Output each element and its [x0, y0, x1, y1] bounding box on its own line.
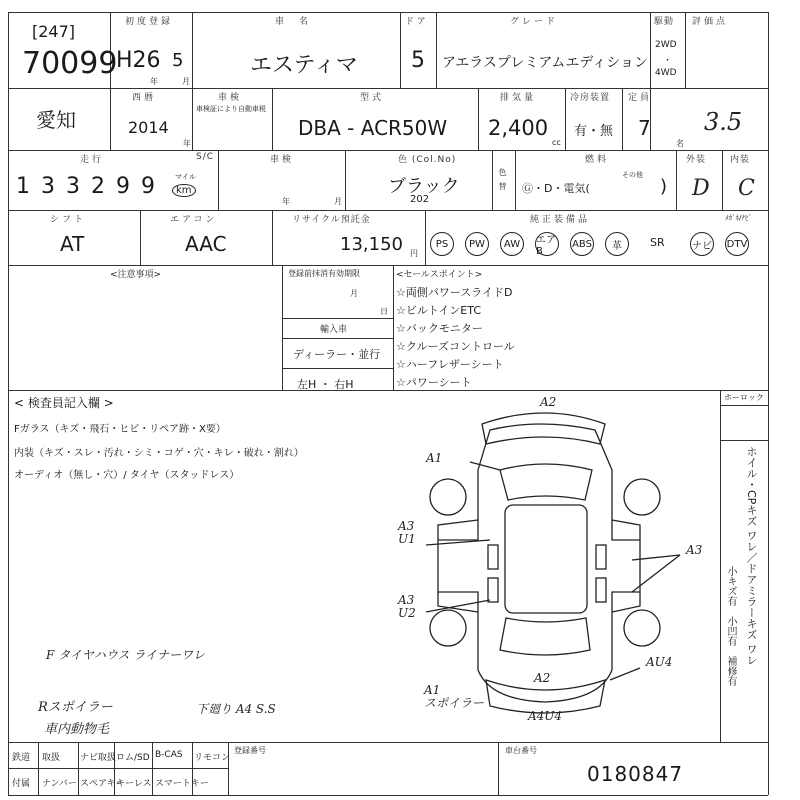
- side-sub: 小キズ有 小凹有 補修有: [725, 566, 736, 686]
- origin: 愛知: [36, 108, 76, 132]
- equipment-item: AW: [500, 232, 524, 256]
- color-change: 色替: [498, 168, 507, 196]
- damage-mark: A3: [686, 543, 703, 557]
- fuel-header: 燃料: [585, 155, 610, 165]
- interior-header: 内装: [730, 155, 751, 165]
- score-value: 3.5: [704, 108, 743, 136]
- damage-mark: A2: [540, 395, 557, 409]
- fuel-other: その他: [622, 171, 643, 179]
- capacity-unit: 名: [676, 139, 684, 148]
- reg-month-mark: 月: [350, 289, 358, 298]
- grade-header: グレード: [510, 17, 559, 27]
- lot-label: [247]: [32, 22, 76, 41]
- damage-mark: A4U4: [528, 709, 563, 723]
- drive-dot: ・: [663, 56, 673, 66]
- equipment-item: PW: [465, 232, 489, 256]
- chassis-header: 車台番号: [505, 746, 537, 755]
- recycle-yen: 円: [410, 249, 418, 258]
- equipment-item: SR: [650, 236, 665, 249]
- damage-mark: A2: [534, 671, 551, 685]
- equipment-item: ナビ: [690, 232, 714, 256]
- note-spoiler: Rスポイラー: [38, 700, 113, 715]
- reg-year-mark: 年: [150, 77, 158, 86]
- exterior-grade: D: [692, 176, 710, 201]
- fuel-close: ): [660, 176, 668, 197]
- rust-header: ホーロック: [724, 393, 764, 402]
- model-year-header: 西暦: [132, 93, 157, 103]
- interior-line: 内装（キズ・スレ・汚れ・シミ・コゲ・穴・キレ・破れ・割れ）: [14, 448, 304, 459]
- lot-number: 70099: [22, 46, 118, 81]
- bottom-label: ロム/SD: [116, 753, 150, 763]
- mileage-unit-mile: マイル: [175, 173, 196, 181]
- shift-value: AT: [60, 232, 85, 256]
- inspection-note: 車検証により自動車税: [196, 105, 266, 113]
- nav-code: ﾒｶﾞﾈ/ﾅﾋﾞ: [725, 214, 752, 222]
- damage-mark: AU4: [646, 655, 673, 669]
- recycle-header: リサイクル預託金: [292, 215, 371, 225]
- audio-line: オーディオ（無し・穴）/ タイヤ（スタッドレス）: [14, 470, 240, 481]
- equipment-item: PS: [430, 232, 454, 256]
- selling-point: ☆ビルトインETC: [396, 304, 482, 317]
- model-year-suffix: 年: [183, 139, 191, 148]
- equipment-item: 革: [605, 232, 629, 256]
- note-tire-house: F タイヤハウス ライナーワレ: [46, 648, 205, 662]
- doors-header: ドア: [405, 17, 429, 27]
- equipment-item: エアB: [535, 232, 559, 256]
- equipment-header: 純正装備品: [530, 215, 591, 225]
- inspection-header: 車検: [218, 93, 243, 103]
- selling-point: ☆パワーシート: [396, 376, 472, 389]
- mileage-sc: S/C: [196, 152, 215, 162]
- color-code: 202: [410, 194, 430, 205]
- note-underbody: 下廻り A4 S.S: [196, 702, 276, 716]
- aircon-value: AAC: [185, 232, 227, 256]
- drive-2wd: 2WD: [655, 40, 677, 50]
- doors-value: 5: [411, 48, 425, 73]
- reg-month-mark: 月: [182, 77, 190, 86]
- model-header: 車 名: [275, 17, 312, 27]
- bottom-label: リモコン: [194, 753, 231, 763]
- damage-mark: A1 スポイラー: [424, 683, 485, 710]
- inspector-title: < 検査員記入欄 >: [14, 396, 114, 410]
- bottom-label: スペアキー: [80, 779, 125, 789]
- selling-header: <セールスポイント>: [396, 270, 483, 280]
- damage-mark: A1: [426, 451, 443, 465]
- bottom-label: ナンバー: [42, 779, 77, 789]
- side-text: ホイル・CPキズ ワレ／ドアミラーキズ ワレ: [745, 446, 758, 666]
- reg-expiry-header: 登録前抹消有効期限: [288, 269, 360, 278]
- drive-header: 駆動: [654, 17, 675, 27]
- selling-point: ☆両側パワースライドD: [396, 286, 513, 299]
- displacement-value: 2,400: [488, 116, 549, 140]
- grade-value: アエラスプレミアムエディション: [442, 55, 648, 71]
- exterior-header: 外装: [686, 155, 707, 165]
- reg-month: 5: [172, 50, 184, 71]
- type-header: 型式: [360, 93, 385, 103]
- shift-header: シフト: [50, 215, 87, 225]
- bottom-label: 鉄道: [12, 753, 31, 763]
- displacement-unit: cc: [552, 138, 561, 147]
- bottom-label: キーレス: [116, 779, 152, 789]
- color-header: 色 (Col.No): [398, 155, 457, 165]
- expiry-month: 月: [334, 197, 342, 206]
- ac-header: 冷房装置: [570, 93, 611, 103]
- first-reg-header: 初度登録: [125, 17, 174, 27]
- mileage-header: 走行: [80, 155, 105, 165]
- bottom-label: B-CAS: [155, 750, 183, 760]
- damage-mark: A3 U2: [398, 593, 416, 620]
- reg-no-header: 登録番号: [234, 746, 266, 755]
- chassis-number: 0180847: [587, 762, 684, 786]
- fuel-value: Ⓖ・D・電気(: [522, 182, 590, 195]
- expiry-year: 年: [282, 197, 290, 206]
- bottom-label: 付属: [12, 779, 31, 789]
- bottom-label: ナビ取扱: [80, 753, 117, 763]
- selling-point: ☆バックモニター: [396, 322, 483, 335]
- aircon-header: エアコン: [170, 215, 218, 225]
- note-animal-hair: 車内動物毛: [44, 722, 110, 737]
- capacity-header: 定員: [628, 93, 653, 103]
- model-year: 2014: [128, 118, 169, 137]
- handle-type: 左H ・ 右H: [297, 378, 354, 391]
- selling-point: ☆ハーフレザーシート: [396, 358, 504, 371]
- score-header: 評価点: [692, 17, 729, 27]
- mileage-value: 1 3 3 2 9 9: [16, 174, 157, 199]
- bottom-label: スマートキー: [155, 779, 209, 789]
- interior-grade: C: [738, 176, 755, 201]
- model-name: エスティマ: [250, 53, 358, 78]
- damage-mark: A3 U1: [398, 519, 416, 546]
- selling-point: ☆クルーズコントロール: [396, 340, 515, 353]
- expiry-header: 車検: [270, 155, 295, 165]
- import-header: 輸入車: [320, 325, 348, 335]
- bottom-label: 取扱: [42, 753, 61, 763]
- type-value: DBA - ACR50W: [298, 116, 448, 140]
- notes-header: <注意事項>: [110, 270, 162, 280]
- color-value: ブラック: [388, 176, 460, 197]
- drive-4wd: 4WD: [655, 68, 677, 78]
- recycle-value: 13,150: [340, 234, 403, 255]
- displacement-header: 排気量: [500, 93, 537, 103]
- mileage-unit-km: km: [172, 184, 196, 197]
- equipment-item: ABS: [570, 232, 594, 256]
- reg-day-mark: 日: [380, 307, 388, 316]
- equipment-item: DTV: [725, 232, 749, 256]
- capacity-value: 7: [638, 116, 651, 140]
- ac-value: 有・無: [574, 124, 614, 139]
- import-type: ディーラー・並行: [293, 348, 381, 361]
- glass-line: Fガラス（キズ・飛石・ヒビ・リペア跡・X要）: [14, 424, 226, 435]
- reg-era: H26: [116, 48, 161, 73]
